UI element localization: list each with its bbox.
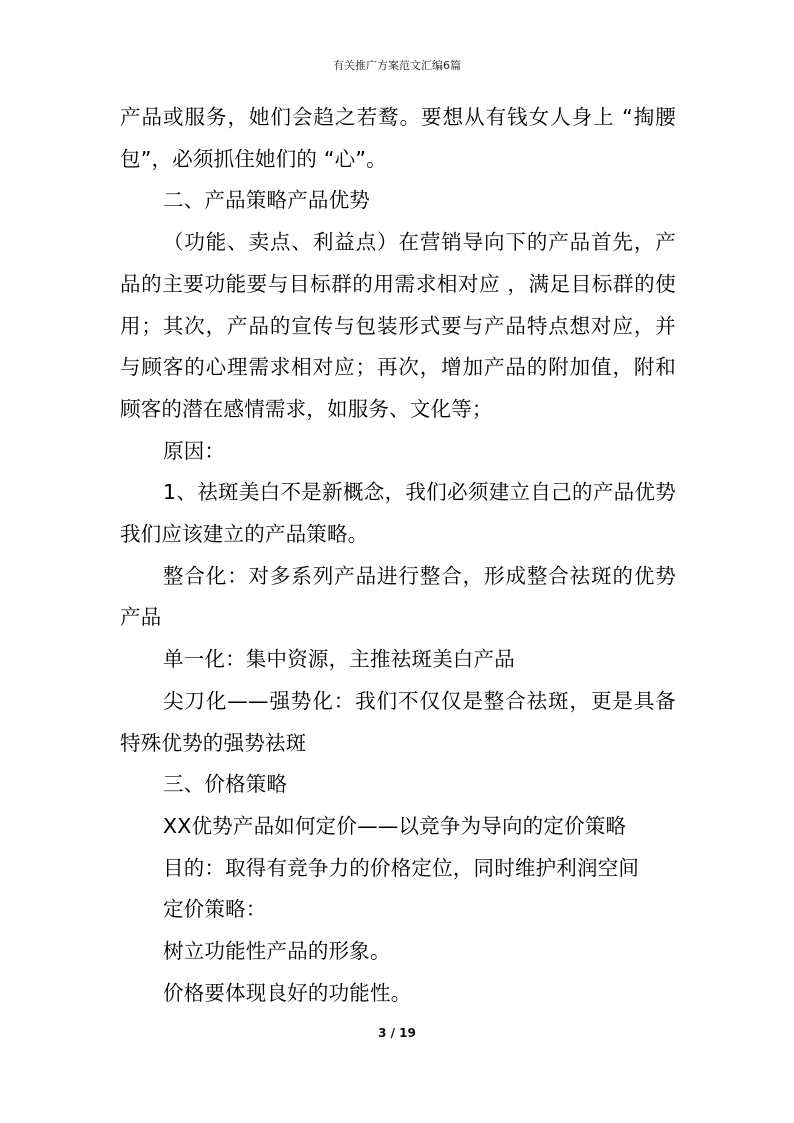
paragraph-reason-1: 1、祛斑美白不是新概念，我们必须建立自己的产品优势我们应该建立的产品策略。 (120, 480, 676, 547)
header-title: 有关推广方案范文汇编6篇 (333, 59, 461, 72)
paragraph-pricing-strategy-label: 定价策略： (163, 897, 267, 922)
paragraph-product-features: （功能、卖点、利益点）在营销导向下的产品首先，产品的主要功能要与目标群的用需求相对应 ，满足目标群的使用；其次，产品的宣传与包装形式要与产品特点想对应，并与顾客的心理需求相对应；再次，增加产品的附加值，附和顾客的潜在感情需求，如服务、文化等； (120, 230, 676, 421)
page-header (0, 59, 794, 73)
paragraph-reason-label: 原因： (163, 438, 226, 463)
paragraph-simplification: 单一化：集中资源，主推祛斑美白产品 (163, 647, 515, 672)
paragraph-functional-image: 树立功能性产品的形象。 (163, 939, 391, 964)
paragraph-pricing-method: XX优势产品如何定价——以竞争为导向的定价策略 (163, 813, 627, 838)
paragraph-integration: 整合化：对多系列产品进行整合，形成整合祛斑的优势产品 (120, 563, 676, 630)
paragraph-continuation: 产品或服务，她们会趋之若鹜。要想从有钱女人身上 “掏腰包”，必须抓住她们的 “心”。 (120, 105, 676, 171)
section-heading-product-strategy: 二、产品策略产品优势 (163, 188, 370, 213)
paragraph-pricing-goal: 目的：取得有竞争力的价格定位，同时维护利润空间 (163, 855, 640, 880)
page-footer (0, 1025, 794, 1041)
page-number: 3 / 19 (378, 1026, 416, 1040)
document-body (120, 97, 676, 1014)
paragraph-spearhead: 尖刀化——强势化：我们不仅仅是整合祛斑，更是具备特殊优势的强势祛斑 (120, 688, 676, 755)
paragraph-price-functionality: 价格要体现良好的功能性。 (163, 980, 412, 1005)
section-heading-price-strategy: 三、价格策略 (163, 772, 288, 797)
